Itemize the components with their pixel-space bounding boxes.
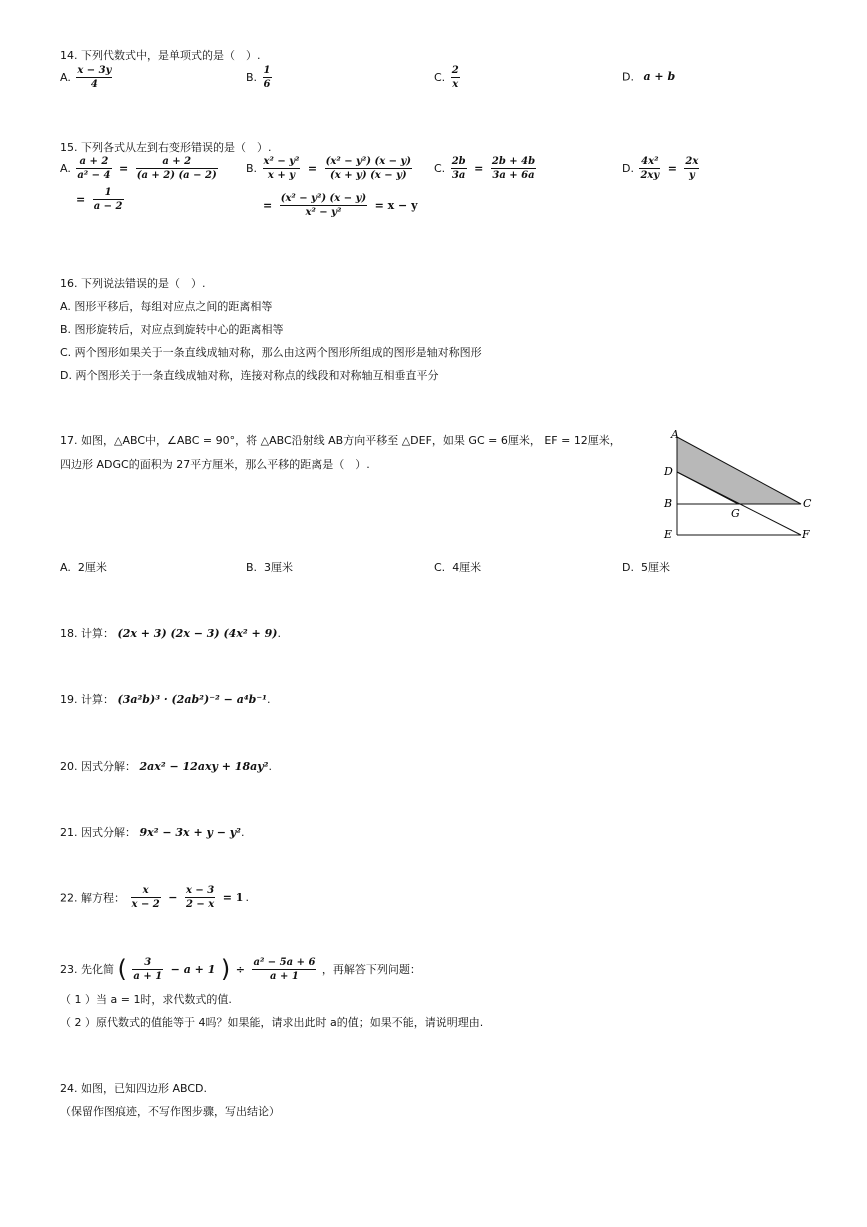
q20-suffix: .: [268, 760, 272, 773]
q15-b-l2-den: x² − y²: [305, 207, 342, 218]
q17-label-e: E: [664, 528, 673, 541]
q14-b-num: 1: [263, 65, 271, 76]
q15-c-r-num: 2b + 4b: [491, 156, 536, 167]
q15-d-right-fraction: [684, 155, 699, 182]
q15-option-a: [60, 155, 220, 182]
q15-a-eq: =: [119, 162, 129, 175]
q24-note: （保留作图痕迹，不写作图步骤，写出结论）: [60, 1105, 280, 1118]
q18-expr: (2x + 3) (2x − 3) (4x² + 9): [117, 627, 278, 640]
q15-option-d-label: D.: [622, 162, 634, 175]
q22-suffix: .: [245, 891, 249, 904]
q15-option-b-label: B.: [246, 162, 258, 175]
q14-option-b-label: B.: [246, 71, 258, 84]
q22-f2-num: x − 3: [185, 885, 215, 896]
q15-b-l-den: x + y: [267, 170, 296, 181]
q15-d-l-num: 4x²: [641, 156, 659, 167]
q15-a-l2-num: 1: [93, 186, 124, 200]
q17-option-d-text: 5厘米: [640, 561, 670, 574]
q15-b-right-fraction: [325, 155, 412, 182]
q16-option-b: B. 图形旋转后，对应点到旋转中心的距离相等: [60, 323, 284, 336]
q22-f2-den: 2 − x: [185, 899, 215, 910]
q19-suffix: .: [266, 693, 271, 706]
q21-prefix: 21. 因式分解：: [60, 826, 136, 839]
q15-a-right-fraction: [136, 155, 218, 182]
q15-a-l-num: a + 2: [76, 155, 111, 169]
q14-a-den: 4: [90, 79, 98, 90]
q20: [60, 758, 272, 774]
q19-prefix: 19. 计算：: [60, 693, 114, 706]
q15-option-d: [622, 155, 701, 182]
q15-c-eq: =: [474, 162, 484, 175]
q23-f1-den: a + 1: [133, 970, 163, 982]
q22: [60, 884, 249, 911]
q15-b-l-num: x² − y²: [263, 156, 300, 167]
q15-a-eq2: =: [76, 193, 86, 206]
q23-sub2: （ 2 ）原代数式的值能等于 4吗？如果能，请求出此时 a的值；如果不能，请说明理由.: [60, 1016, 484, 1029]
q17-option-c-label: C.: [434, 561, 446, 574]
q15-b-eq: =: [307, 162, 318, 175]
q23-f2-num: a² − 5a + 6: [253, 956, 316, 968]
q15-c-right-fraction: [491, 155, 536, 182]
q15-a-l2-den: a − 2: [93, 201, 123, 212]
q22-fraction-1: [131, 884, 161, 911]
q14-option-c-fraction: [451, 64, 460, 91]
q14-option-d-expr: a + b: [643, 70, 676, 83]
q15-option-c: [434, 155, 538, 182]
q20-expr: 2ax² − 12axy + 18ay²: [139, 760, 269, 773]
q22-minus: −: [168, 891, 178, 904]
q17-option-a: [60, 559, 107, 575]
q23: [60, 955, 421, 983]
q15-a-r-num: a + 2: [136, 155, 218, 169]
q17-label-f: F: [802, 528, 810, 541]
q15-b-second-fraction: [280, 192, 367, 219]
q17-shaded-quadrilateral: [677, 437, 801, 504]
q19: [60, 691, 270, 707]
q14-option-d-label: D.: [622, 70, 634, 84]
q15-option-a-line2: [74, 186, 126, 213]
q16-option-a: A. 图形平移后，每组对应点之间的距离相等: [60, 300, 273, 313]
q20-prefix: 20. 因式分解：: [60, 760, 136, 773]
q19-expr: (3a²b)³ · (2ab²)⁻² − a⁴b⁻¹: [117, 693, 267, 706]
q15-c-l-den: 3a: [451, 170, 466, 181]
q17-label-c: C: [803, 497, 812, 510]
q18: [60, 625, 281, 641]
q17-label-g: G: [731, 507, 740, 520]
q22-fraction-2: [185, 884, 215, 911]
q14-b-den: 6: [263, 79, 271, 90]
q14-option-a-label: A.: [60, 71, 71, 84]
q23-mid: − a + 1: [170, 962, 216, 976]
q15-b-tail: = x − y: [374, 199, 418, 212]
q15-a-result-fraction: [93, 186, 124, 213]
q23-suffix: ，再解答下列问题：: [321, 963, 421, 976]
q23-div: ÷: [235, 962, 245, 976]
q14-a-num: x − 3y: [77, 65, 112, 76]
q22-f1-den: x − 2: [131, 899, 160, 910]
q14-stem: 14. 下列代数式中，是单项式的是（ ）.: [60, 49, 261, 62]
q23-fraction-2: [252, 956, 316, 983]
q15-d-r-num: 2x: [685, 156, 699, 167]
q18-prefix: 18. 计算：: [60, 627, 114, 640]
q17-option-b-text: 3厘米: [264, 561, 294, 574]
q15-c-left-fraction: [451, 155, 467, 182]
q15-b-r-den: (x + y) (x − y): [330, 170, 407, 181]
q15-a-l-den: a² − 4: [77, 170, 111, 181]
q14-option-d: [622, 70, 675, 84]
q15-d-left-fraction: [639, 155, 660, 182]
q16-option-c: C. 两个图形如果关于一条直线成轴对称，那么由这两个图形所组成的图形是轴对称图形: [60, 346, 482, 359]
q17-stem-line2: 四边形 ADGC的面积为 27平方厘米，那么平移的距离是（ ）.: [60, 458, 370, 471]
q21: [60, 824, 244, 840]
q17-option-d: [622, 559, 670, 575]
q15-option-a-label: A.: [60, 162, 71, 175]
q17-option-a-label: A.: [60, 561, 71, 574]
q15-c-r-den: 3a + 6a: [492, 170, 535, 181]
q15-option-c-label: C.: [434, 162, 446, 175]
q15-b-l2-num: (x² − y²) (x − y): [280, 193, 367, 204]
q15-b-r-num: (x² − y²) (x − y): [325, 156, 412, 167]
q22-prefix: 22. 解方程：: [60, 891, 125, 905]
q15-a-left-fraction: [76, 155, 111, 182]
q15-b-left-fraction: [263, 155, 301, 182]
q24-stem: 24. 如图，已知四边形 ABCD.: [60, 1082, 208, 1095]
q15-a-r-den: (a + 2) (a − 2): [136, 170, 217, 181]
q14-option-a-fraction: [76, 64, 112, 91]
q15-d-l-den: 2xy: [640, 170, 660, 181]
q14-c-den: x: [452, 79, 459, 90]
q14-option-c: [434, 64, 462, 91]
q14-option-c-label: C.: [434, 71, 446, 84]
q23-close-paren: ): [220, 955, 231, 983]
q17-option-d-label: D.: [622, 561, 634, 574]
q14-option-b: [246, 64, 274, 91]
q18-suffix: .: [277, 627, 281, 640]
q23-sub1: （ 1 ）当 a = 1时，求代数式的值.: [60, 993, 232, 1006]
q15-option-b-line2: [261, 192, 420, 219]
q17-option-a-text: 2厘米: [77, 561, 107, 574]
q21-suffix: .: [240, 826, 245, 839]
q15-stem: 15. 下列各式从左到右变形错误的是（ ）.: [60, 141, 272, 154]
q14-c-num: 2: [451, 65, 459, 76]
q15-d-r-den: y: [688, 170, 695, 181]
q16-option-d: D. 两个图形关于一条直线成轴对称，连接对称点的线段和对称轴互相垂直平分: [60, 369, 439, 382]
q16-stem: 16. 下列说法错误的是（ ）.: [60, 277, 206, 290]
q17-option-b-label: B.: [246, 561, 258, 574]
q15-d-eq: =: [667, 162, 677, 175]
q15-option-b: [246, 155, 414, 182]
q17-label-d: D: [664, 465, 673, 478]
q14-option-a: [60, 64, 114, 91]
q23-open-paren: (: [117, 955, 127, 983]
q15-b-eq2: =: [263, 199, 273, 212]
q17-option-c-text: 4厘米: [452, 561, 482, 574]
q17-stem-line1: 17. 如图，△ABC中，∠ABC = 90°，将 △ABC沿射线 AB方向平移至 △DEF，如果 GC = 6厘米， EF = 12厘米，: [60, 434, 621, 447]
q14-option-b-fraction: [263, 64, 272, 91]
q17-option-b: [246, 559, 293, 575]
q23-f2-den: a + 1: [270, 970, 299, 982]
q23-f1-num: 3: [132, 956, 163, 970]
q22-rhs: = 1: [222, 891, 244, 904]
q22-f1-num: x: [131, 884, 161, 898]
q17-label-a: A: [671, 428, 679, 441]
q15-c-l-num: 2b: [451, 156, 466, 167]
q17-figure: [655, 425, 815, 545]
q23-prefix: 23. 先化简: [60, 963, 114, 976]
q21-expr: 9x² − 3x + y − y²: [139, 826, 241, 839]
q23-fraction-1: [132, 956, 163, 983]
q17-option-c: [434, 559, 481, 575]
q17-label-b: B: [664, 497, 673, 510]
